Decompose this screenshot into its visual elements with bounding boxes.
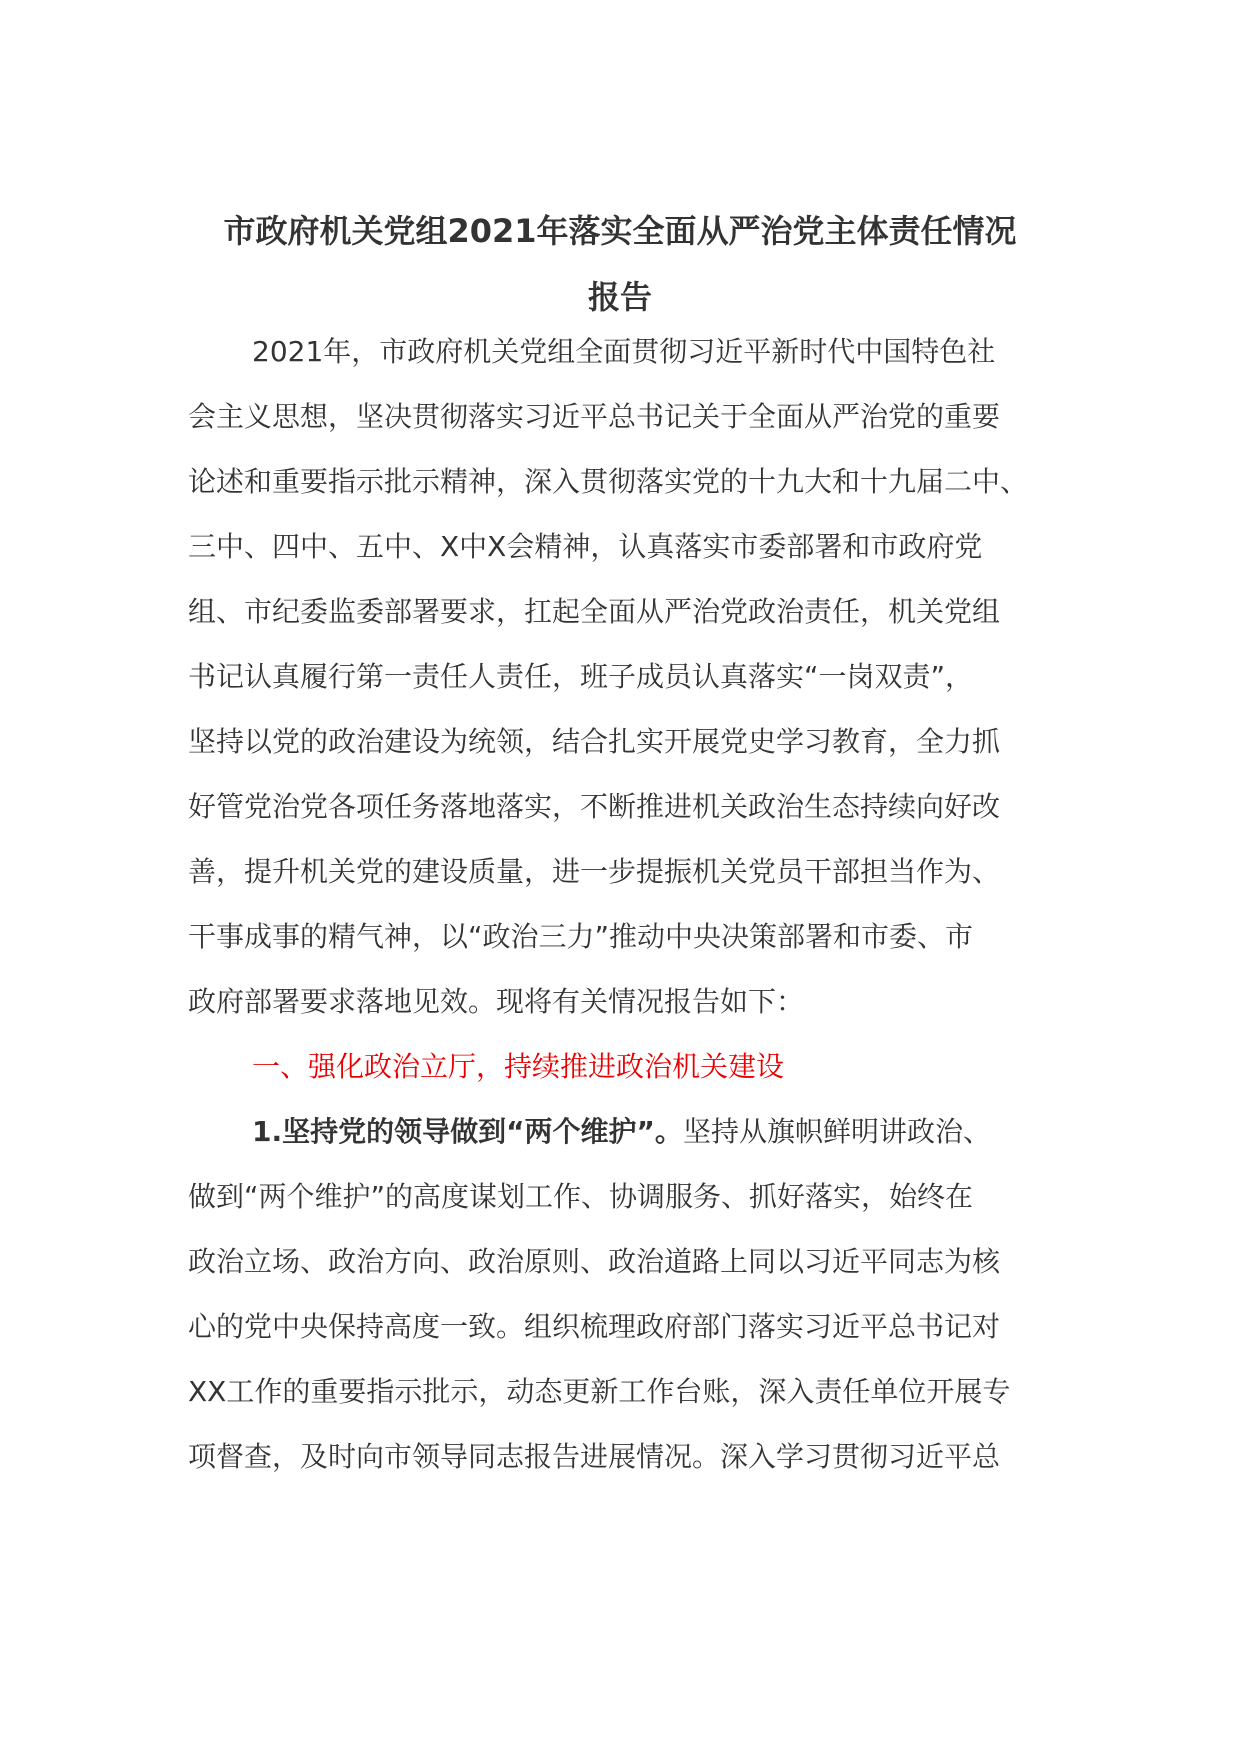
paragraph-line: 政治立场、政治方向、政治原则、政治道路上同以习近平同志为核	[188, 1245, 1001, 1278]
paragraph-line: 论述和重要指示批示精神，深入贯彻落实党的十九大和十九届二中、	[188, 465, 1029, 498]
document-title-line2: 报告	[587, 278, 652, 316]
paragraph-line: 2021年，市政府机关党组全面贯彻习近平新时代中国特色社	[252, 335, 996, 368]
paragraph-line: 三中、四中、五中、X中X会精神，认真落实市委部署和市政府党	[188, 530, 983, 563]
section-heading: 一、强化政治立厅，持续推进政治机关建设	[252, 1050, 785, 1083]
item-1-first-text: 坚持从旗帜鲜明讲政治、	[682, 1115, 991, 1148]
item-1-heading: 1.坚持党的领导做到“两个维护”。	[252, 1115, 683, 1148]
paragraph-line: 好管党治党各项任务落地落实，不断推进机关政治生态持续向好改	[188, 790, 1001, 823]
paragraph-line: 干事成事的精气神，以“政治三力”推动中央决策部署和市委、市	[188, 920, 974, 953]
paragraph-line: 做到“两个维护”的高度谋划工作、协调服务、抓好落实，始终在	[188, 1180, 974, 1213]
paragraph-line: 项督查，及时向市领导同志报告进展情况。深入学习贯彻习近平总	[188, 1440, 1001, 1473]
paragraph-line: 组、市纪委监委部署要求，扛起全面从严治党政治责任，机关党组	[188, 595, 1001, 628]
paragraph-line: XX工作的重要指示批示，动态更新工作台账，深入责任单位开展专	[188, 1375, 1011, 1408]
paragraph-line: 政府部署要求落地见效。现将有关情况报告如下：	[188, 985, 805, 1018]
document-title-line1: 市政府机关党组2021年落实全面从严治党主体责任情况	[223, 212, 1017, 250]
paragraph-line: 心的党中央保持高度一致。组织梳理政府部门落实习近平总书记对	[188, 1310, 1001, 1343]
paragraph-line: 坚持以党的政治建设为统领，结合扎实开展党史学习教育，全力抓	[188, 725, 1001, 758]
item-1-first-line	[188, 1099, 1068, 1164]
paragraph-line: 善，提升机关党的建设质量，进一步提振机关党员干部担当作为、	[188, 855, 1001, 888]
paragraph-line: 书记认真履行第一责任人责任，班子成员认真落实“一岗双责”，	[188, 660, 974, 693]
intro-paragraph	[188, 319, 1068, 1034]
section-1	[188, 1034, 1068, 1489]
paragraph-line: 会主义思想，坚决贯彻落实习近平总书记关于全面从严治党的重要	[188, 400, 1001, 433]
